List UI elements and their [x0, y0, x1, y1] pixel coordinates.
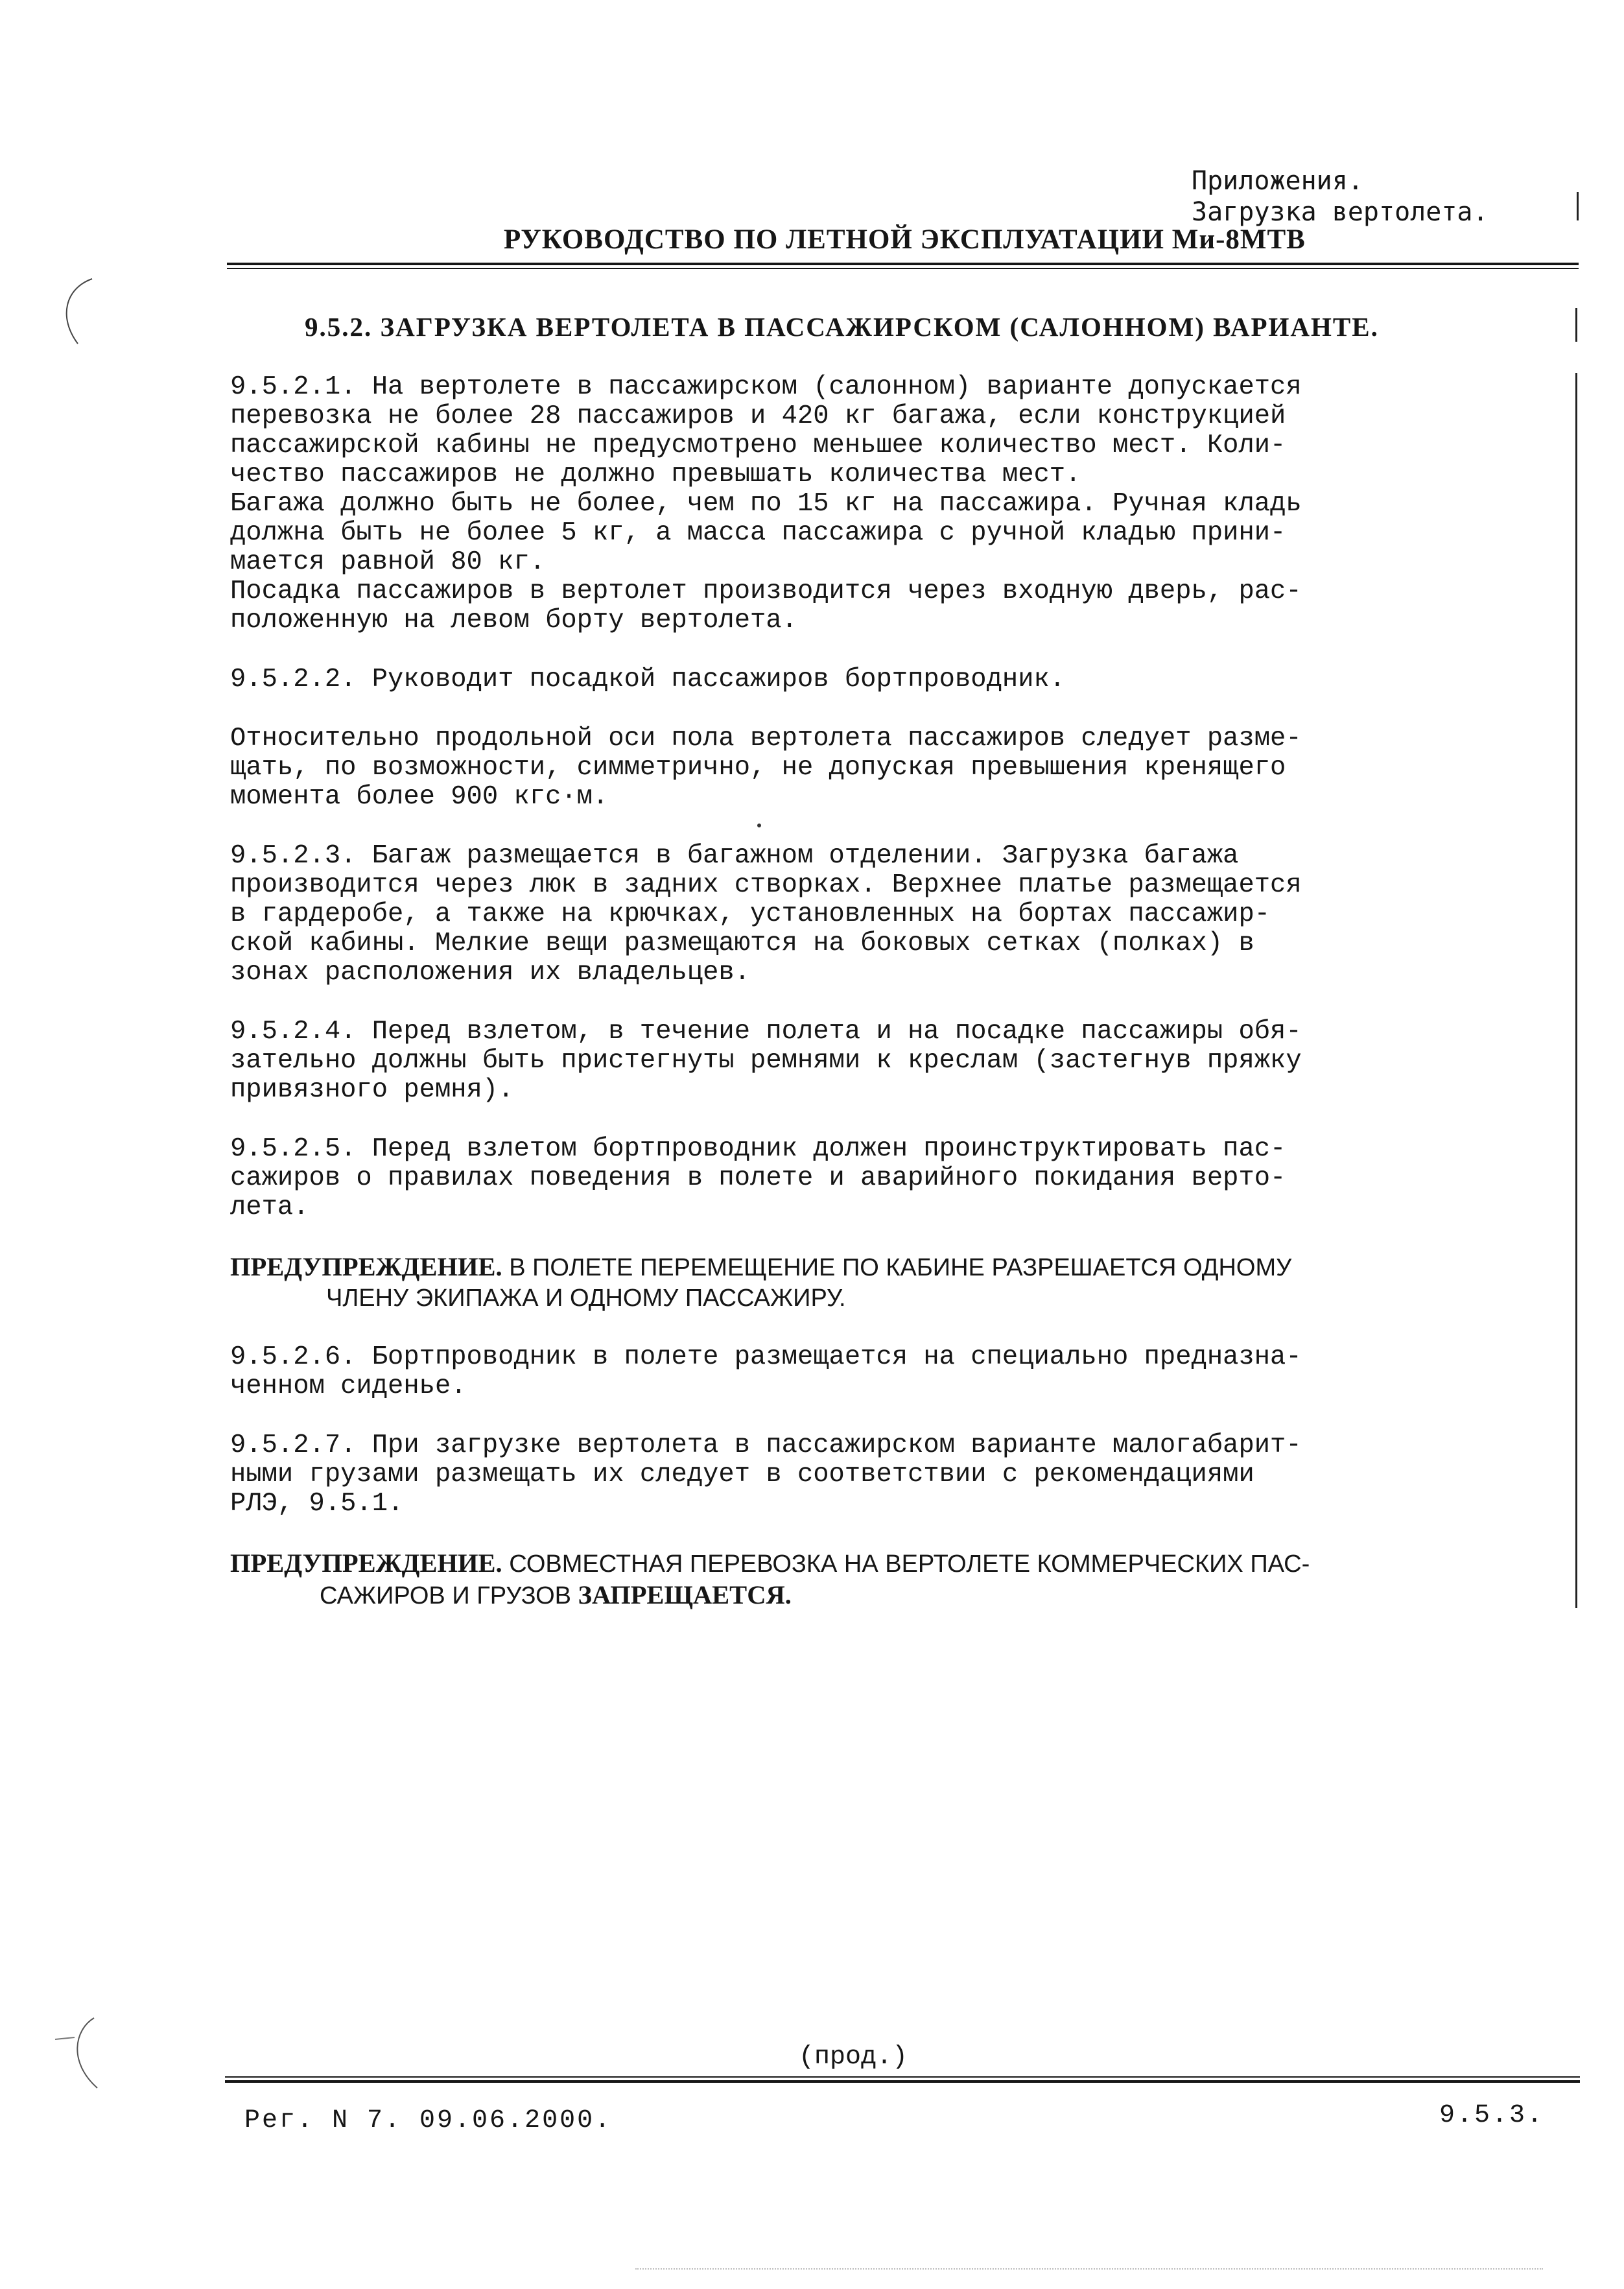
page-number: 9.5.3.	[1439, 2101, 1545, 2130]
punch-hole-mark-top	[52, 272, 104, 350]
text-line: мается равной 80 кг.	[230, 547, 546, 577]
text-line: 9.5.2.3. Багаж размещается в багажном отделении. Загрузка багажа	[230, 841, 1239, 871]
text-line: Посадка пассажиров в вертолет производится через входную дверь, рас-	[230, 576, 1302, 606]
text-line: в гардеробе, а также на крючках, установленных на бортах пассажир-	[230, 899, 1271, 929]
warning-line	[230, 1580, 1572, 1612]
text-line: 9.5.2.5. Перед взлетом бортпроводник должен проинструктировать пас-	[230, 1134, 1286, 1164]
footer-rule-bottom	[225, 2080, 1580, 2083]
warning-line: ЧЛЕНУ ЭКИПАЖА И ОДНОМУ ПАССАЖИРУ.	[326, 1285, 846, 1312]
scan-dashes	[635, 2268, 1543, 2270]
text-line: Относительно продольной оси пола вертолета пассажиров следует разме-	[230, 724, 1302, 753]
warning-text: САЖИРОВ И ГРУЗОВ	[320, 1582, 578, 1609]
appendix-label: Приложения.	[1192, 166, 1363, 196]
text-line: 9.5.2.6. Бортпроводник в полете размещается на специально предназна-	[230, 1342, 1302, 1372]
scan-speck	[757, 824, 761, 827]
text-line: РЛЭ, 9.5.1.	[230, 1489, 404, 1519]
text-line: пассажирской кабины не предусмотрено меньшее количество мест. Коли-	[230, 431, 1286, 460]
paragraph-9-5-2-7	[230, 1431, 1572, 1519]
text-line: производится через люк в задних створках. Верхнее платье размещается	[230, 870, 1302, 900]
text-line: зонах расположения их владельцев.	[230, 958, 751, 988]
text-line: положенную на левом борту вертолета.	[230, 606, 797, 635]
change-bar-header	[1577, 192, 1579, 220]
warning-label: ПРЕДУПРЕЖДЕНИЕ.	[230, 1252, 502, 1281]
text-line: Багажа должно быть не более, чем по 15 кг на пассажира. Ручная кладь	[230, 489, 1302, 519]
text-line: ской кабины. Мелкие вещи размещаются на боковых сетках (полках) в	[230, 929, 1254, 958]
warning-crew-movement	[230, 1252, 1572, 1313]
text-line: зательно должны быть пристегнуты ремнями к креслам (застегнув пряжку	[230, 1046, 1302, 1076]
text-line: ченном сиденье.	[230, 1371, 467, 1401]
header-right	[1192, 165, 1489, 228]
warning-text: В ПОЛЕТЕ ПЕРЕМЕЩЕНИЕ ПО КАБИНЕ РАЗРЕШАЕТСЯ ОДНОМУ	[502, 1254, 1292, 1281]
continued-label: (прод.)	[799, 2043, 908, 2072]
warning-label: ПРЕДУПРЕЖДЕНИЕ.	[230, 1548, 502, 1578]
paragraph-9-5-2-1	[230, 373, 1572, 635]
text-line: должна быть не более 5 кг, а масса пассажира с ручной кладью прини-	[230, 518, 1286, 548]
manual-title: РУКОВОДСТВО ПО ЛЕТНОЙ ЭКСПЛУАТАЦИИ Ми-8МТВ	[504, 224, 1306, 255]
change-bar-title	[1575, 308, 1577, 342]
text-line: перевозка не более 28 пассажиров и 420 кг багажа, если конструкцией	[230, 401, 1286, 431]
warning-joint-transport	[230, 1548, 1572, 1612]
header-rule-bottom	[227, 268, 1579, 269]
text-line: привязного ремня).	[230, 1075, 514, 1105]
text-line: момента более 900 кгс·м.	[230, 782, 609, 812]
document-body	[230, 373, 1572, 1642]
paragraph-heeling-moment	[230, 724, 1572, 812]
text-line: 9.5.2.4. Перед взлетом, в течение полета и на посадке пассажиры обя-	[230, 1017, 1302, 1047]
punch-hole-mark-bottom	[49, 2010, 126, 2094]
text-line: лета.	[230, 1192, 309, 1222]
registration-info: Рег. N 7. 09.06.2000.	[244, 2106, 613, 2135]
paragraph-9-5-2-3	[230, 842, 1572, 988]
warning-line	[230, 1252, 1572, 1284]
paragraph-9-5-2-2	[230, 665, 1572, 694]
paragraph-9-5-2-5	[230, 1135, 1572, 1222]
paragraph-9-5-2-4	[230, 1017, 1572, 1105]
text-line: 9.5.2.2. Руководит посадкой пассажиров бортпроводник.	[230, 665, 1066, 694]
text-line: щать, по возможности, симметрично, не допуская превышения кренящего	[230, 753, 1286, 783]
warning-line	[230, 1548, 1572, 1580]
footer-rule-top	[225, 2076, 1580, 2078]
header-rule-top	[227, 263, 1579, 265]
text-line: 9.5.2.1. На вертолете в пассажирском (салонном) варианте допускается	[230, 372, 1302, 402]
section-title: 9.5.2. ЗАГРУЗКА ВЕРТОЛЕТА В ПАССАЖИРСКОМ (САЛОННОМ) ВАРИАНТЕ.	[305, 312, 1379, 342]
text-line: сажиров о правилах поведения в полете и аварийного покидания верто-	[230, 1163, 1286, 1193]
text-line: чество пассажиров не должно превышать количества мест.	[230, 460, 1081, 490]
warning-text: СОВМЕСТНАЯ ПЕРЕВОЗКА НА ВЕРТОЛЕТЕ КОММЕРЧЕСКИХ ПАС-	[502, 1550, 1310, 1578]
paragraph-9-5-2-6	[230, 1343, 1572, 1401]
section-label: Загрузка вертолета.	[1192, 197, 1489, 227]
change-bar-body	[1575, 373, 1577, 1608]
text-line: 9.5.2.7. При загрузке вертолета в пассажирском варианте малогабарит-	[230, 1430, 1302, 1460]
warning-emphasis: ЗАПРЕЩАЕТСЯ.	[578, 1580, 792, 1609]
text-line: ными грузами размещать их следует в соответствии с рекомендациями	[230, 1460, 1254, 1489]
